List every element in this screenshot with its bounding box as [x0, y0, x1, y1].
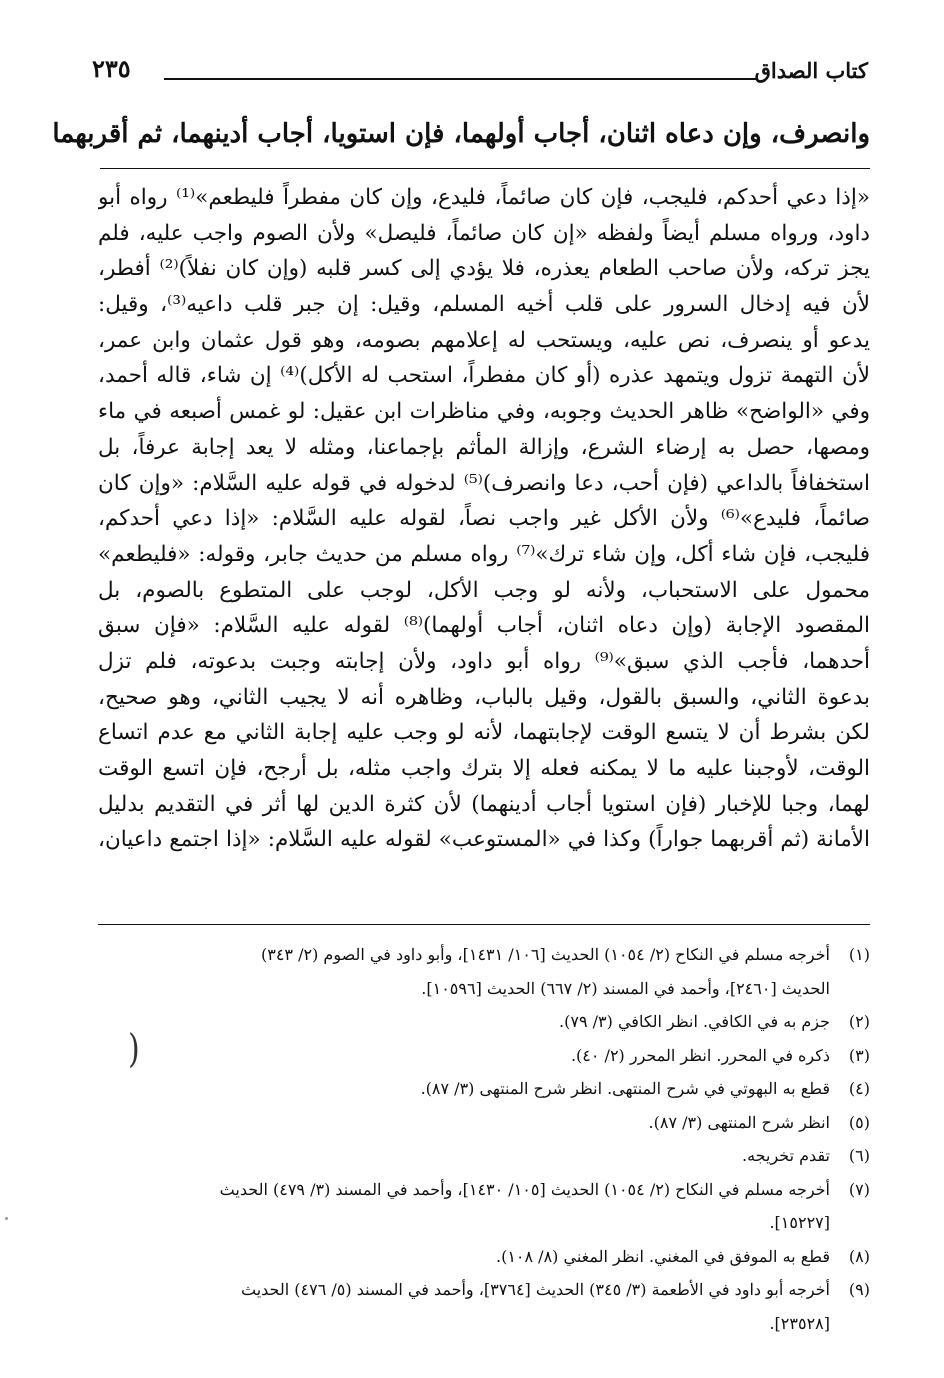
footnote-number: (٤): [848, 1079, 870, 1098]
footnote-text: انظر شرح المنتهى (٣/ ٨٧).: [648, 1112, 830, 1132]
text-line: يدعو أو ينصرف، نص عليه، ويستحب له إعلامهم بصومه، وهو قول عثمان وابن عمر،: [98, 327, 870, 353]
text-line: لأن فيه إدخال السرور على قلب أخيه المسلم، وقيل: إن جبر قلب داعيه⁽³⁾، وقيل:: [98, 292, 870, 318]
matn-separator: [100, 168, 870, 169]
footnote-text: أخرجه أبو داود في الأطعمة (٣/ ٣٤٥) الحديث [٣٧٦٤]، وأحمد في المسند (٥/ ٤٧٦) الحديث: [240, 1280, 830, 1299]
footnote-number: (٩): [848, 1280, 870, 1299]
text-line: أحدهما، فأجب الذي سبق»⁽⁹⁾ رواه أبو داود، ولأن إجابته وجبت بدعوته، فلم تزل: [98, 648, 870, 674]
page-header: [92, 52, 868, 92]
text-line: الوقت، لأوجبنا عليه ما لا يمكنه فعله إلا بترك واجب مثله، بل أرجح، فإن اتسع الوقت: [98, 756, 870, 781]
footnote-text: تقدم تخريجه.: [742, 1146, 830, 1165]
text-line: المقصود الإجابة (وإن دعاه اثنان، أجاب أولهما)⁽⁸⁾ لقوله عليه السَّلام: «فإن سبق: [98, 613, 870, 639]
margin-handwritten-mark: ): [128, 1026, 140, 1073]
footnote: [98, 1106, 870, 1140]
footnote: [98, 938, 870, 1005]
footnote: [98, 1273, 870, 1340]
footnote-text: جزم به في الكافي. انظر الكافي (٣/ ٧٩).: [559, 1012, 830, 1031]
footnote-number: (٢): [848, 1012, 870, 1031]
footnote-continuation: [٢٣٥٢٨].: [769, 1313, 830, 1333]
matn-text: وانصرف، وإن دعاه اثنان، أجاب أولهما، فإن استويا، أجاب أدينهما، ثم أقربهما: [52, 119, 870, 149]
text-line: ومصها، حصل به إرضاء الشرع، وإزالة المأثم بإجماعنا، ومثله لا يعد إجابة عرفاً، بل: [98, 434, 870, 460]
footnote-text: أخرجه مسلم في النكاح (٢/ ١٠٥٤) الحديث [١٠٥/ ١٤٣٠]، وأحمد في المسند (٣/ ٤٧٩) الحديث: [219, 1179, 830, 1199]
text-line: «إذا دعي أحدكم، فليجب، فإن كان صائماً، فليدع، وإن كان مفطراً فليطعم»⁽¹⁾ رواه أبو: [98, 185, 870, 210]
text-line: استخفافاً بالداعي (فإن أحب، دعا وانصرف)⁽⁵⁾ لدخوله في قوله عليه السَّلام: «وإن كان: [98, 470, 870, 496]
footnote: [98, 1072, 870, 1106]
footnotes: [98, 938, 870, 1340]
footnote-text: قطع به الموفق في المغني. انظر المغني (٨/ ١٠٨).: [495, 1246, 830, 1266]
text-line: محمول على الاستحباب، ولأنه لو وجب الأكل، لوجب على المتطوع بالصوم، بل: [98, 577, 870, 603]
page-number: ٢٣٥: [92, 54, 131, 83]
text-line: صائماً، فليدع»⁽⁶⁾ ولأن الأكل غير واجب نصاً، لقوله عليه السَّلام: «إذا دعي أحدكم،: [98, 506, 870, 532]
footnote-text: ذكره في المحرر. انظر المحرر (٢/ ٤٠).: [570, 1045, 830, 1065]
text-line: لأن التهمة تزول ويتمهد عذره (أو كان مفطراً، استحب له الأكل)⁽⁴⁾ إن شاء، قاله أحمد،: [98, 363, 870, 389]
footnote-number: (٧): [848, 1179, 870, 1199]
footnote: [98, 1039, 870, 1073]
text-line: الأمانة (ثم أقربهما جواراً) وكذا في «المستوعب» لقوله عليه السَّلام: «إذا اجتمع داعيان،: [98, 827, 870, 853]
footnote-continuation: الحديث [٢٤٦٠]، وأحمد في المسند (٢/ ٦٦٧) الحديث [١٠٥٩٦].: [421, 978, 830, 998]
footnote-number: (٥): [848, 1112, 870, 1132]
footnote: [98, 1005, 870, 1039]
footnote: [98, 1139, 870, 1173]
footnote-separator: [98, 924, 870, 925]
footnote-number: (٨): [848, 1246, 870, 1266]
running-title: كتاب الصداق: [754, 58, 868, 83]
text-line: فليجب، فإن شاء أكل، وإن شاء ترك»⁽⁷⁾ رواه مسلم من حديث جابر، وقوله: «فليطعم»: [98, 541, 870, 567]
footnote-continuation: [١٥٢٢٧].: [769, 1213, 830, 1232]
text-line: لكن بشرط أن لا يتسع الوقت لإجابتهما، لأنه لو وجب عليه إجابة الثاني مع عدم اتساع: [98, 720, 870, 746]
text-line: وفي «الواضح» ظاهر الحديث وجوبه، وفي مناظرات ابن عقيل: لو غمس أصبعه في ماء: [98, 399, 870, 425]
footnote-number: (٣): [848, 1045, 870, 1065]
header-rule: [164, 78, 756, 80]
text-line: لهما، وجبا للإخبار (فإن استويا أجاب أدينهما) لأن كثرة الدين لها أثر في التقديم بدليل: [98, 791, 870, 817]
footnote: [98, 1240, 870, 1274]
footnote-number: (٦): [848, 1146, 870, 1165]
text-line: بدعوة الثاني، والسبق بالقول، وقيل بالباب، وظاهره أنه لا يجيب الثاني، وهو صحيح،: [98, 684, 870, 710]
commentary-text: [98, 180, 870, 858]
footnote-text: أخرجه مسلم في النكاح (٢/ ١٠٥٤) الحديث [١٠٦/ ١٤٣١]، وأبو داود في الصوم (٢/ ٣٤٣): [260, 945, 830, 964]
text-line: يجز تركه، ولأن صاحب الطعام يعذره، فلا يؤدي إلى كسر قلبه (وإن كان نفلاً)⁽²⁾ أفطر،: [98, 256, 870, 282]
text-line: داود، ورواه مسلم أيضاً ولفظه «إن كان صائماً، فليصل» ولأن الصوم واجب عليه، فلم: [98, 220, 870, 246]
footnote-text: قطع به البهوتي في شرح المنتهى. انظر شرح المنتهى (٣/ ٨٧).: [420, 1079, 830, 1098]
footnote: [98, 1173, 870, 1240]
footnote-number: (١): [848, 945, 870, 964]
scan-speck: [5, 1217, 8, 1220]
